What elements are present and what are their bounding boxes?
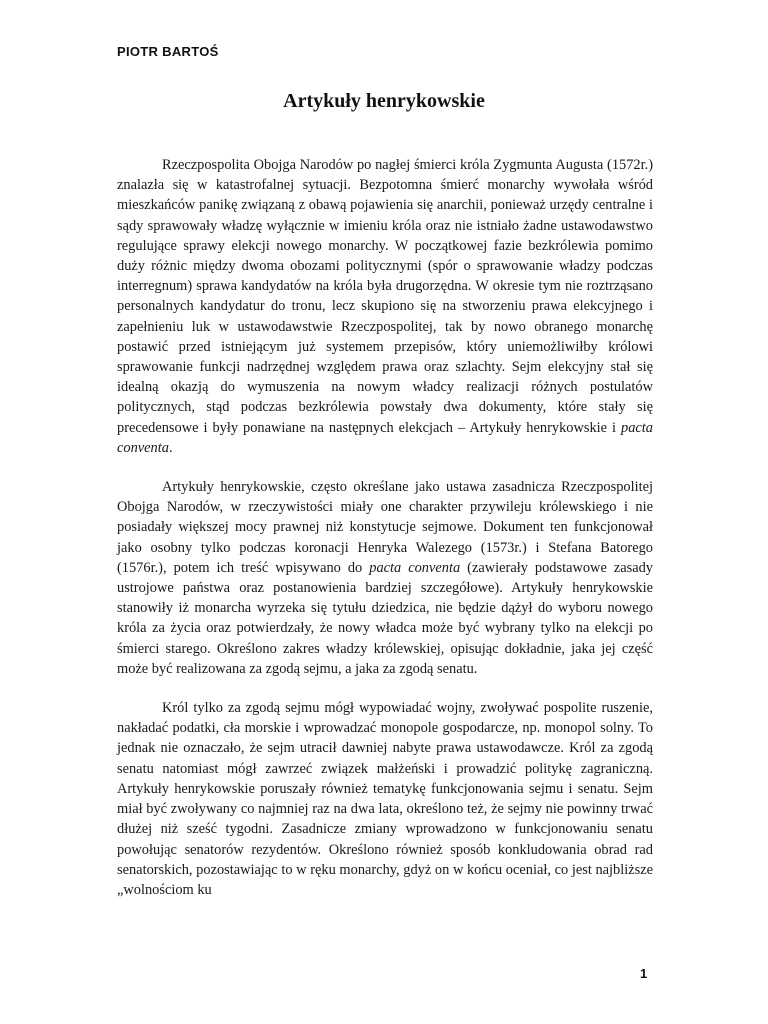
author-header: PIOTR BARTOŚ: [117, 44, 219, 59]
paragraph: [117, 698, 653, 900]
text-run: .: [168, 439, 173, 456]
italic-text-run: pacta conventa: [117, 419, 653, 456]
page-title: Artykuły henrykowskie: [283, 90, 485, 112]
text-run: (zawierały podstawowe zasady ustrojowe państwa oraz postanowienia bardziej szczegółowe). Artykuły henrykowskie stanowiły iż monarcha wyrzeka się tytułu dziedzica, nie będzie dążył do wyboru nowego króla za życia oraz potwierdzały, że nowy władca może być wybrany tylko na elekcji po śmierci starego. Określono zakres władzy królewskiej, opisując dokładnie, jaka jej część może być realizowana za zgodą sejmu, a jaka za zgodą senatu.: [117, 559, 653, 677]
paragraph: [117, 155, 653, 458]
paragraph: [117, 477, 653, 679]
document-body: [117, 155, 653, 919]
text-run: Artykuły henrykowskie, często określane jako ustawa zasadnicza Rzeczpospolitej Obojga Narodów, w rzeczywistości miały one charakter przywileju królewskiego i nie posiadały większej mocy prawnej niż konstytucje sejmowe. Dokument ten funkcjonował jako osobny tylko podczas koronacji Henryka Walezego (1573r.) i Stefana Batorego (1576r.), potem ich treść wpisywano do: [117, 479, 653, 576]
page-number: 1: [640, 966, 648, 981]
text-run: Rzeczpospolita Obojga Narodów po nagłej śmierci króla Zygmunta Augusta (1572r.) znalazła się w katastrofalnej sytuacji. Bezpotomna śmierć monarchy wywołała wśród mieszkańców panikę związaną z obawą pojawienia się anarchii, ponieważ urzędy centralne i sądy sprawowały władzę wyłącznie w imieniu króla oraz nie istniało żadne ustawodawstwo regulujące sprawy elekcji nowego monarchy. W początkowej fazie bezkrólewia pomimo duży różnic między dwoma obozami politycznymi (spór o sprawowanie władzy podczas interregnum) sprawa kandydatów na króla była drugorzędna. W okresie tym nie roztrząsano personalnych kandydatur do tronu, lecz skupiono się na stworzeniu prawa elekcyjnego i zapełnieniu luk w ustawodawstwie Rzeczpospolitej, tak by nowo obranego monarchę postawić przed istniejącym już systemem przepisów, który uniemożliwiłby królowi sprawowanie funkcji nadrzędnej względem prawa oraz szlachty. Sejm elekcyjny stał się idealną okazją do wymuszenia na nowym władcy realizacji różnych postulatów politycznych, stąd podczas bezkrólewia powstały dwa dokumenty, które stały się precedensowe i były ponawiane na następnych elekcjach – Artykuły henrykowskie i: [117, 157, 653, 436]
italic-text-run: pacta conventa: [369, 559, 461, 576]
text-run: Król tylko za zgodą sejmu mógł wypowiadać wojny, zwoływać pospolite ruszenie, nakładać podatki, cła morskie i wprowadzać monopole gospodarcze, np. monopol solny. To jednak nie oznaczało, że sejm utracił dawniej nabyte prawa ustawodawcze. Król za zgodą senatu natomiast mógł zawrzeć związek małżeński i prowadzić politykę zagraniczną. Artykuły henrykowskie poruszały również tematykę funkcjonowania sejmu i senatu. Sejm miał być zwoływany co najmniej raz na dwa lata, określono też, że sejmy nie powinny trwać dłużej niż sześć tygodni. Zasadnicze zmiany wprowadzono w funkcjonowaniu senatu powołując senatorów rezydentów. Określono również sposób konkludowania obrad rad senatorskich, pozostawiając to w ręku monarchy, gdyż on w końcu oceniał, co jest najbliższe „wolnościom ku: [117, 700, 653, 898]
